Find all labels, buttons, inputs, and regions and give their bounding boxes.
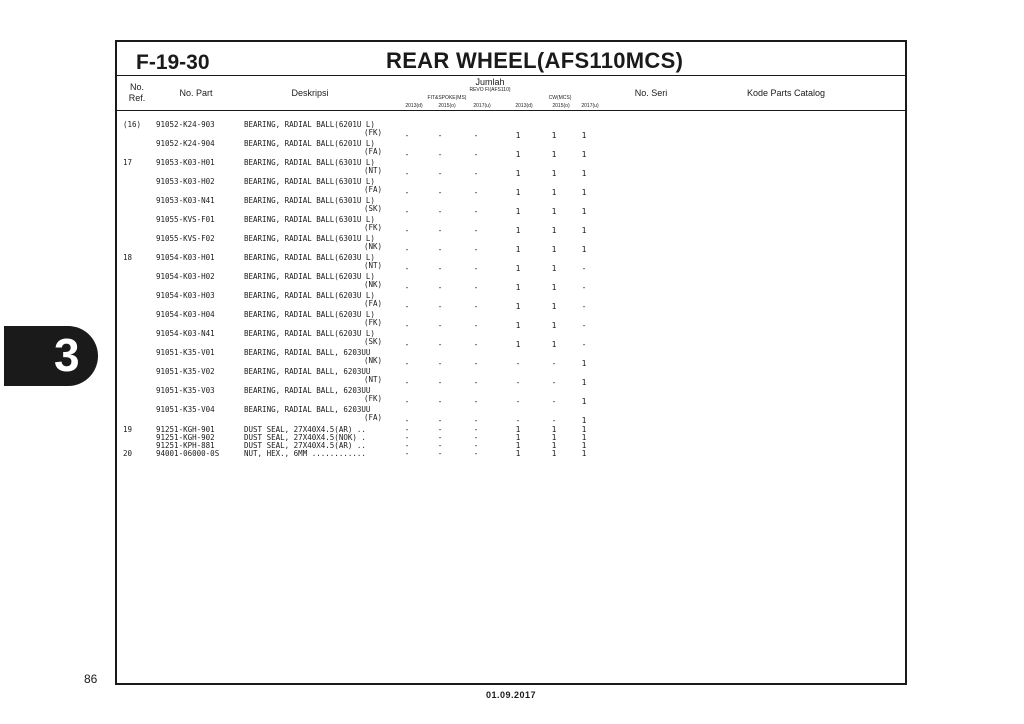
row-qty: 1 — [515, 425, 521, 434]
row-description: BEARING, RADIAL BALL(6203U L) — [244, 253, 375, 262]
row-qty: - — [473, 226, 479, 235]
col-header-year-6: 2017(u) — [581, 103, 599, 109]
row-qty: 1 — [551, 340, 557, 349]
row-qty: - — [404, 359, 410, 368]
col-header-year-3: 2017(u) — [473, 103, 491, 109]
row-description: BEARING, RADIAL BALL(6301U L) — [244, 234, 375, 243]
row-part-number: 94001-06000-0S — [156, 449, 220, 458]
page-number: 86 — [84, 672, 98, 686]
col-header-group-fit: FIT&SPOKE(MS) — [427, 95, 467, 101]
row-part-number: 91054-K03-H03 — [156, 291, 215, 300]
row-description-suffix: (NK) — [364, 242, 383, 251]
row-qty: - — [437, 245, 443, 254]
row-description: BEARING, RADIAL BALL(6201U L) — [244, 139, 375, 148]
row-qty: - — [404, 302, 410, 311]
col-header-year-2: 2015(o) — [438, 103, 456, 109]
row-description-suffix: (FA) — [364, 299, 383, 308]
row-description: DUST SEAL, 27X40X4.5(AR) .. — [244, 441, 366, 450]
row-description: BEARING, RADIAL BALL(6203U L) — [244, 291, 375, 300]
row-qty: 1 — [515, 188, 521, 197]
row-qty: - — [581, 264, 587, 273]
row-description: DUST SEAL, 27X40X4.5(AR) .. — [244, 425, 366, 434]
row-part-number: 91054-K03-N41 — [156, 329, 215, 338]
row-qty: - — [437, 169, 443, 178]
row-qty: 1 — [515, 302, 521, 311]
row-qty: 1 — [551, 433, 557, 442]
row-qty: - — [581, 321, 587, 330]
row-qty: - — [437, 397, 443, 406]
row-qty: 1 — [551, 245, 557, 254]
row-qty: - — [473, 245, 479, 254]
col-header-year-1: 2013(d) — [405, 103, 423, 109]
row-qty: 1 — [551, 131, 557, 140]
row-description: BEARING, RADIAL BALL(6301U L) — [244, 196, 375, 205]
row-qty: - — [473, 207, 479, 216]
row-ref: 17 — [123, 158, 133, 167]
row-qty: 1 — [551, 264, 557, 273]
row-description-suffix: (FK) — [364, 223, 383, 232]
row-description-suffix: (NK) — [364, 280, 383, 289]
row-qty: - — [437, 433, 443, 442]
row-qty: - — [437, 226, 443, 235]
header-top-rule — [117, 75, 905, 76]
row-part-number: 91054-K03-H02 — [156, 272, 215, 281]
row-qty: - — [473, 397, 479, 406]
row-ref: 20 — [123, 449, 133, 458]
row-qty: 1 — [551, 169, 557, 178]
section-tab-number: 3 — [54, 329, 80, 381]
row-qty: 1 — [515, 207, 521, 216]
footer-date: 01.09.2017 — [486, 690, 537, 700]
row-part-number: 91055-KVS-F01 — [156, 215, 215, 224]
col-header-group-cw: CW(MCS) — [548, 95, 572, 101]
row-qty: - — [473, 433, 479, 442]
row-description: BEARING, RADIAL BALL(6301U L) — [244, 177, 375, 186]
row-qty: - — [404, 397, 410, 406]
row-qty: - — [404, 321, 410, 330]
row-description-suffix: (FK) — [364, 394, 383, 403]
row-description: BEARING, RADIAL BALL, 6203UU — [244, 386, 371, 395]
row-qty: 1 — [581, 188, 587, 197]
row-qty: - — [404, 416, 410, 425]
row-qty: - — [437, 150, 443, 159]
row-qty: - — [437, 441, 443, 450]
row-qty: - — [437, 425, 443, 434]
row-qty: - — [404, 425, 410, 434]
row-qty: - — [515, 359, 521, 368]
row-part-number: 91052-K24-904 — [156, 139, 215, 148]
row-qty: 1 — [581, 449, 587, 458]
row-description: DUST SEAL, 27X40X4.5(NOK) . — [244, 433, 366, 442]
col-header-catalog: Kode Parts Catalog — [746, 88, 826, 98]
row-ref: (16) — [123, 120, 142, 129]
row-qty: 1 — [581, 226, 587, 235]
row-qty: 1 — [581, 378, 587, 387]
row-qty: - — [404, 169, 410, 178]
row-qty: 1 — [581, 433, 587, 442]
row-qty: - — [404, 283, 410, 292]
row-qty: 1 — [581, 397, 587, 406]
row-qty: 1 — [551, 150, 557, 159]
row-qty: - — [404, 449, 410, 458]
row-qty: - — [473, 340, 479, 349]
row-qty: 1 — [581, 441, 587, 450]
row-description-suffix: (FA) — [364, 147, 383, 156]
row-description: BEARING, RADIAL BALL(6203U L) — [244, 272, 375, 281]
row-description: BEARING, RADIAL BALL(6203U L) — [244, 329, 375, 338]
row-part-number: 91054-K03-H04 — [156, 310, 215, 319]
col-header-ref-2: Ref. — [128, 93, 146, 103]
row-qty: - — [581, 283, 587, 292]
page-title: REAR WHEEL(AFS110MCS) — [386, 48, 684, 73]
row-description: BEARING, RADIAL BALL(6301U L) — [244, 158, 375, 167]
row-qty: 1 — [515, 169, 521, 178]
row-qty: - — [515, 397, 521, 406]
row-qty: 1 — [581, 169, 587, 178]
row-qty: - — [515, 416, 521, 425]
row-qty: - — [437, 449, 443, 458]
col-header-group-main: REVO FI(AFS110) — [469, 87, 511, 93]
row-part-number: 91051-K35-V01 — [156, 348, 215, 357]
row-qty: - — [437, 283, 443, 292]
row-part-number: 91052-K24-903 — [156, 120, 215, 129]
row-qty: - — [404, 340, 410, 349]
row-qty: 1 — [515, 441, 521, 450]
row-qty: - — [473, 359, 479, 368]
row-description: BEARING, RADIAL BALL(6201U L) — [244, 120, 375, 129]
row-qty: - — [437, 378, 443, 387]
row-qty: 1 — [515, 449, 521, 458]
row-qty: - — [473, 449, 479, 458]
row-part-number: 91053-K03-H01 — [156, 158, 215, 167]
row-part-number: 91051-K35-V03 — [156, 386, 215, 395]
row-description-suffix: (FA) — [364, 185, 383, 194]
row-description-suffix: (NT) — [364, 375, 383, 384]
row-description-suffix: (SK) — [364, 204, 383, 213]
row-qty: 1 — [551, 302, 557, 311]
row-qty: - — [551, 397, 557, 406]
row-qty: 1 — [581, 425, 587, 434]
row-qty: - — [437, 188, 443, 197]
row-qty: - — [551, 378, 557, 387]
row-part-number: 91251-KGH-901 — [156, 425, 215, 434]
row-qty: 1 — [581, 359, 587, 368]
row-description: BEARING, RADIAL BALL, 6203UU — [244, 367, 371, 376]
row-qty: - — [473, 131, 479, 140]
figure-code: F-19-30 — [136, 51, 210, 74]
col-header-jumlah: Jumlah — [475, 77, 505, 87]
row-qty: 1 — [515, 283, 521, 292]
row-qty: 1 — [551, 425, 557, 434]
row-qty: 1 — [515, 321, 521, 330]
row-description-suffix: (FA) — [364, 413, 383, 422]
row-description: BEARING, RADIAL BALL(6203U L) — [244, 310, 375, 319]
row-qty: 1 — [515, 150, 521, 159]
row-part-number: 91251-KPH-881 — [156, 441, 215, 450]
row-qty: 1 — [581, 416, 587, 425]
row-qty: - — [404, 441, 410, 450]
row-qty: - — [437, 264, 443, 273]
col-header-ref-1: No. — [129, 82, 144, 92]
row-qty: - — [473, 188, 479, 197]
col-header-year-5: 2015(o) — [552, 103, 570, 109]
row-qty: - — [551, 359, 557, 368]
row-description-suffix: (NK) — [364, 356, 383, 365]
row-qty: - — [437, 131, 443, 140]
row-qty: 1 — [551, 188, 557, 197]
row-qty: 1 — [551, 441, 557, 450]
row-description-suffix: (NT) — [364, 166, 383, 175]
row-qty: 1 — [581, 150, 587, 159]
row-qty: - — [515, 378, 521, 387]
col-header-part: No. Part — [179, 88, 213, 98]
row-qty: - — [581, 340, 587, 349]
row-qty: - — [404, 433, 410, 442]
section-tab — [4, 326, 98, 386]
row-qty: - — [473, 302, 479, 311]
row-qty: 1 — [515, 433, 521, 442]
row-description: BEARING, RADIAL BALL, 6203UU — [244, 405, 371, 414]
row-part-number: 91053-K03-H02 — [156, 177, 215, 186]
row-description-suffix: (FK) — [364, 318, 383, 327]
row-description: NUT, HEX., 6MM ............ — [244, 449, 366, 458]
row-qty: - — [473, 169, 479, 178]
row-part-number: 91051-K35-V02 — [156, 367, 215, 376]
row-qty: - — [473, 425, 479, 434]
row-qty: 1 — [551, 207, 557, 216]
row-qty: - — [404, 131, 410, 140]
row-qty: - — [581, 302, 587, 311]
row-qty: - — [437, 359, 443, 368]
row-qty: 1 — [581, 207, 587, 216]
col-header-seri: No. Seri — [634, 88, 668, 98]
row-part-number: 91251-KGH-902 — [156, 433, 215, 442]
row-qty: 1 — [515, 340, 521, 349]
row-qty: - — [437, 302, 443, 311]
row-description: BEARING, RADIAL BALL(6301U L) — [244, 215, 375, 224]
row-qty: - — [404, 226, 410, 235]
row-qty: - — [404, 150, 410, 159]
row-qty: 1 — [551, 283, 557, 292]
row-qty: - — [404, 188, 410, 197]
row-qty: 1 — [515, 245, 521, 254]
row-qty: - — [473, 441, 479, 450]
row-qty: - — [473, 150, 479, 159]
row-qty: - — [404, 264, 410, 273]
row-qty: - — [437, 340, 443, 349]
header-bottom-rule — [117, 110, 905, 111]
row-qty: - — [437, 321, 443, 330]
row-qty: - — [473, 283, 479, 292]
col-header-year-4: 2013(d) — [515, 103, 533, 109]
row-qty: - — [473, 264, 479, 273]
row-description: BEARING, RADIAL BALL, 6203UU — [244, 348, 371, 357]
row-qty: - — [473, 416, 479, 425]
row-qty: - — [437, 416, 443, 425]
row-qty: 1 — [515, 131, 521, 140]
row-qty: - — [437, 207, 443, 216]
row-qty: 1 — [551, 321, 557, 330]
row-qty: - — [551, 416, 557, 425]
row-qty: 1 — [515, 264, 521, 273]
row-qty: - — [404, 245, 410, 254]
row-part-number: 91053-K03-N41 — [156, 196, 215, 205]
row-qty: 1 — [551, 449, 557, 458]
row-qty: - — [404, 207, 410, 216]
row-qty: 1 — [581, 245, 587, 254]
row-qty: - — [473, 378, 479, 387]
row-qty: - — [404, 378, 410, 387]
row-description-suffix: (NT) — [364, 261, 383, 270]
row-part-number: 91055-KVS-F02 — [156, 234, 215, 243]
row-part-number: 91054-K03-H01 — [156, 253, 215, 262]
row-qty: 1 — [515, 226, 521, 235]
row-description-suffix: (FK) — [364, 128, 383, 137]
col-header-desc: Deskripsi — [291, 88, 329, 98]
row-description-suffix: (SK) — [364, 337, 383, 346]
row-qty: 1 — [551, 226, 557, 235]
row-qty: - — [473, 321, 479, 330]
row-qty: 1 — [581, 131, 587, 140]
row-part-number: 91051-K35-V04 — [156, 405, 215, 414]
row-ref: 18 — [123, 253, 133, 262]
row-ref: 19 — [123, 425, 133, 434]
